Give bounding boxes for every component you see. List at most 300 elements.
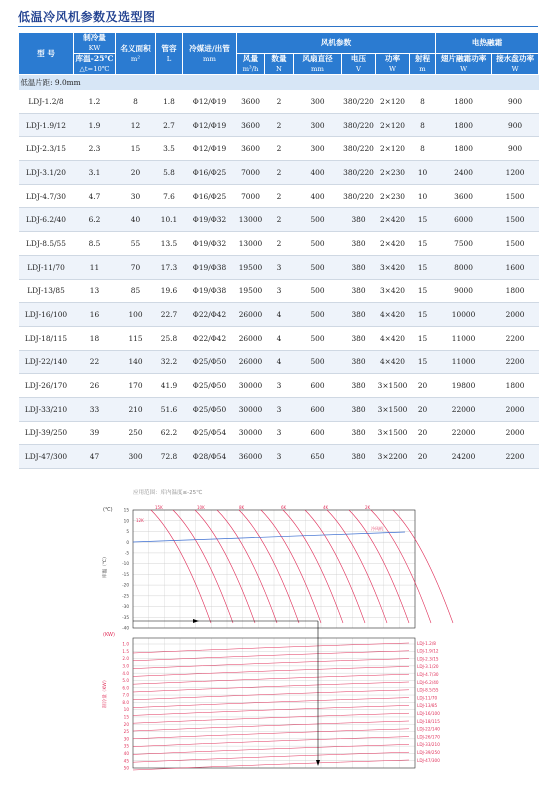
table-cell: 24200 <box>436 445 492 469</box>
table-cell: 6000 <box>436 208 492 232</box>
table-cell: 40 <box>116 208 156 232</box>
model-cell: LDJ-33/210 <box>19 397 74 421</box>
selection-chart <box>93 488 440 778</box>
capacity-curve <box>133 666 409 676</box>
bottom-tick-label: 35 <box>123 743 129 749</box>
table-cell: 2000 <box>492 421 539 445</box>
table-cell: 9000 <box>436 279 492 303</box>
table-cell: 380 <box>342 326 376 350</box>
table-cell: 15 <box>116 137 156 161</box>
table-cell: 8.5 <box>74 232 116 256</box>
bottom-tick-label: 3.0 <box>122 663 129 669</box>
header-power-label: 功率 <box>384 54 401 63</box>
table-cell: 3600 <box>237 137 265 161</box>
section-fin-pitch: 低温片距: 9.0mm <box>19 75 539 91</box>
table-cell: 10.1 <box>156 208 183 232</box>
table-cell: 7000 <box>237 184 265 208</box>
header-fan-group: 风机参数 <box>237 33 436 54</box>
top-tick-label: 10 <box>123 518 129 524</box>
table-cell: 3×1500 <box>376 374 410 398</box>
temperature-curve <box>239 510 299 623</box>
table-cell: 380 <box>342 303 376 327</box>
curve-label: 6K <box>281 505 287 510</box>
chart-title: 应用范围：库内温度≤-25℃ <box>133 490 203 496</box>
header-cooling-unit: KW <box>88 44 101 52</box>
table-cell: 3×420 <box>376 279 410 303</box>
model-cell: LDJ-26/170 <box>19 374 74 398</box>
header-voltage-label: 电压 <box>350 54 367 63</box>
header-cooling-label: 制冷量 <box>83 33 106 42</box>
header-airflow <box>237 54 265 75</box>
table-row <box>19 374 539 398</box>
table-cell: 1.8 <box>156 90 183 113</box>
table-cell: 10 <box>410 184 436 208</box>
table-cell: 3.1 <box>74 161 116 185</box>
table-cell: 380 <box>342 232 376 256</box>
model-curve-label: LDJ-33/210 <box>417 742 440 748</box>
header-tube-volume <box>156 33 183 75</box>
table-cell: 4 <box>265 303 294 327</box>
model-cell: LDJ-18/115 <box>19 326 74 350</box>
bottom-tick-label: 8.0 <box>122 699 129 705</box>
table-row <box>19 303 539 327</box>
table-cell: 3×420 <box>376 255 410 279</box>
table-cell: 7.6 <box>156 184 183 208</box>
table-cell: 3600 <box>436 184 492 208</box>
table-cell: 2400 <box>436 161 492 185</box>
table-cell: 300 <box>294 113 342 137</box>
capacity-curve <box>133 698 409 708</box>
table-cell: 2 <box>265 184 294 208</box>
model-curve-label: LDJ-4.7/30 <box>417 672 439 677</box>
model-curve-label: LDJ-13/85 <box>417 703 438 709</box>
header-fan-diameter-unit: mm <box>311 65 324 73</box>
table-cell: 380 <box>342 279 376 303</box>
table-cell: Φ12/Φ19 <box>183 113 237 137</box>
table-cell: Φ19/Φ38 <box>183 255 237 279</box>
temperature-curve <box>173 510 233 623</box>
table-cell: 380 <box>342 255 376 279</box>
model-cell: LDJ-13/85 <box>19 279 74 303</box>
table-cell: 2200 <box>492 445 539 469</box>
table-cell: 115 <box>116 326 156 350</box>
header-airflow-label: 风量 <box>242 54 259 63</box>
header-throw-label: 射程 <box>414 54 431 63</box>
table-cell: 8 <box>410 137 436 161</box>
table-cell: 39 <box>74 421 116 445</box>
top-tick-label: -10 <box>122 561 129 567</box>
table-cell: 20 <box>410 397 436 421</box>
table-cell: 140 <box>116 350 156 374</box>
bottom-tick-label: 4.0 <box>122 670 129 676</box>
table-cell: 300 <box>116 445 156 469</box>
table-cell: 250 <box>116 421 156 445</box>
table-cell: 20 <box>410 421 436 445</box>
table-cell: 30 <box>116 184 156 208</box>
table-cell: Φ16/Φ25 <box>183 184 237 208</box>
table-cell: 4×420 <box>376 303 410 327</box>
table-row <box>19 445 539 469</box>
table-cell: 170 <box>116 374 156 398</box>
table-cell: 6.2 <box>74 208 116 232</box>
bottom-tick-label: 2.0 <box>122 656 129 662</box>
table-cell: Φ19/Φ32 <box>183 232 237 256</box>
table-cell: 400 <box>294 161 342 185</box>
header-count <box>265 54 294 75</box>
header-heater-group: 电热融霜 <box>436 33 539 54</box>
table-cell: 2.7 <box>156 113 183 137</box>
bottom-tick-label: 5.0 <box>122 678 129 684</box>
table-cell: Φ28/Φ54 <box>183 445 237 469</box>
table-cell: 26000 <box>237 303 265 327</box>
table-cell: 1800 <box>436 90 492 113</box>
table-cell: 100 <box>116 303 156 327</box>
table-cell: 2000 <box>492 303 539 327</box>
table-cell: Φ16/Φ25 <box>183 161 237 185</box>
top-tick-label: 0 <box>126 539 129 545</box>
table-cell: 10000 <box>436 303 492 327</box>
table-cell: 380/220 <box>342 184 376 208</box>
model-cell: LDJ-39/250 <box>19 421 74 445</box>
table-cell: 22000 <box>436 421 492 445</box>
table-cell: 4.7 <box>74 184 116 208</box>
table-cell: 2×120 <box>376 90 410 113</box>
header-cooling-condition <box>74 54 116 75</box>
bottom-tick-label: 45 <box>123 758 129 764</box>
table-cell: 380 <box>342 374 376 398</box>
header-tube-volume-label: 管容 <box>161 43 177 53</box>
table-cell: 1800 <box>492 374 539 398</box>
table-cell: Φ22/Φ42 <box>183 303 237 327</box>
header-area-unit: m² <box>130 54 141 63</box>
table-cell: 1.9 <box>74 113 116 137</box>
table-cell: Φ25/Φ50 <box>183 350 237 374</box>
table-cell: 11000 <box>436 326 492 350</box>
table-cell: 13 <box>74 279 116 303</box>
table-cell: 1600 <box>492 255 539 279</box>
model-curve-label: LDJ-3.1/20 <box>417 664 439 670</box>
top-tick-label: 5 <box>126 529 129 535</box>
curve-annotation: 冷风机 <box>371 526 383 531</box>
table-cell: 500 <box>294 350 342 374</box>
top-tick-label: -5 <box>124 550 129 556</box>
table-cell: 380 <box>342 208 376 232</box>
spec-table <box>18 32 539 469</box>
table-cell: Φ19/Φ32 <box>183 208 237 232</box>
table-row <box>19 161 539 185</box>
table-cell: 2 <box>265 161 294 185</box>
table-cell: 4 <box>265 350 294 374</box>
capacity-curve <box>133 659 409 669</box>
table-row <box>19 90 539 113</box>
table-row <box>19 113 539 137</box>
capacity-curve <box>133 729 409 739</box>
model-curve-label: LDJ-11/70 <box>417 695 438 701</box>
model-curve-label: LDJ-1.2/8 <box>417 640 436 646</box>
table-cell: 4×420 <box>376 350 410 374</box>
header-power-unit: W <box>389 65 396 73</box>
bottom-tick-label: 6.0 <box>122 685 129 691</box>
top-tick-label: -35 <box>122 614 129 620</box>
header-count-label: 数量 <box>271 54 287 63</box>
table-cell: 3×1500 <box>376 421 410 445</box>
table-cell: 2200 <box>492 326 539 350</box>
table-cell: 15 <box>410 350 436 374</box>
table-cell: 300 <box>294 90 342 113</box>
table-cell: 3×2200 <box>376 445 410 469</box>
table-cell: 380 <box>342 350 376 374</box>
table-cell: 22.7 <box>156 303 183 327</box>
model-curve-label: LDJ-39/250 <box>417 750 440 755</box>
table-cell: Φ25/Φ50 <box>183 397 237 421</box>
table-cell: 36000 <box>237 445 265 469</box>
table-cell: 15 <box>410 208 436 232</box>
header-area <box>116 33 156 75</box>
table-cell: 380 <box>342 445 376 469</box>
table-cell: 8 <box>116 90 156 113</box>
model-curve-label: LDJ-2.3/15 <box>417 656 439 662</box>
header-tray-heat <box>492 54 539 75</box>
table-cell: 3 <box>265 279 294 303</box>
temperature-curve <box>283 510 343 623</box>
table-cell: 55 <box>116 232 156 256</box>
table-cell: 600 <box>294 421 342 445</box>
table-cell: 2 <box>265 208 294 232</box>
table-cell: 500 <box>294 255 342 279</box>
table-cell: 11 <box>74 255 116 279</box>
table-cell: 3 <box>265 421 294 445</box>
table-cell: 15 <box>410 279 436 303</box>
top-tick-label: -15 <box>122 571 129 577</box>
table-cell: 62.2 <box>156 421 183 445</box>
table-cell: 13000 <box>237 232 265 256</box>
table-cell: 400 <box>294 184 342 208</box>
table-cell: 47 <box>74 445 116 469</box>
table-cell: 12 <box>116 113 156 137</box>
table-cell: 32.2 <box>156 350 183 374</box>
table-cell: Φ19/Φ38 <box>183 279 237 303</box>
header-model: 型 号 <box>19 33 74 75</box>
bottom-tick-label: 30 <box>123 736 129 742</box>
table-cell: 30000 <box>237 397 265 421</box>
top-tick-label: -20 <box>122 582 129 588</box>
capacity-curve <box>133 705 409 715</box>
header-cooling-cond1: 库温-25℃ <box>75 54 114 63</box>
table-cell: 26000 <box>237 350 265 374</box>
table-cell: 33 <box>74 397 116 421</box>
table-cell: 19500 <box>237 255 265 279</box>
table-cell: 22000 <box>436 397 492 421</box>
table-cell: 3 <box>265 397 294 421</box>
table-cell: 2×420 <box>376 232 410 256</box>
table-cell: 210 <box>116 397 156 421</box>
capacity-curve <box>133 713 409 723</box>
header-fan-diameter-label: 风扇直径 <box>302 54 333 63</box>
bottom-tick-label: 40 <box>123 751 129 757</box>
table-cell: 3 <box>265 445 294 469</box>
model-curve-label: LDJ-8.5/55 <box>417 687 439 693</box>
header-throw-unit: m <box>419 65 426 73</box>
table-cell: 900 <box>492 113 539 137</box>
table-cell: 2000 <box>492 397 539 421</box>
top-y-axis-title: 库温（℃） <box>103 554 108 578</box>
table-cell: 85 <box>116 279 156 303</box>
table-cell: 70 <box>116 255 156 279</box>
capacity-curve <box>133 643 409 653</box>
table-cell: 15 <box>410 255 436 279</box>
model-curve-label: LDJ-22/140 <box>417 726 440 732</box>
table-cell: 4 <box>265 326 294 350</box>
curve-label: 15K <box>155 505 163 510</box>
table-cell: 2×230 <box>376 161 410 185</box>
bottom-tick-label: 15 <box>123 714 129 720</box>
table-cell: 2×120 <box>376 113 410 137</box>
model-curve-label: LDJ-1.9/12 <box>417 648 439 654</box>
table-cell: 650 <box>294 445 342 469</box>
header-fin-heat <box>436 54 492 75</box>
model-cell: LDJ-47/300 <box>19 445 74 469</box>
table-cell: 8 <box>410 113 436 137</box>
model-curve-label: LDJ-47/300 <box>417 757 440 763</box>
table-cell: 2×230 <box>376 184 410 208</box>
table-cell: 16 <box>74 303 116 327</box>
table-cell: 2 <box>265 113 294 137</box>
table-cell: 7000 <box>237 161 265 185</box>
header-pipe-label: 冷媒进/出管 <box>189 43 230 53</box>
table-row <box>19 184 539 208</box>
table-cell: 1500 <box>492 208 539 232</box>
header-tube-volume-unit: L <box>166 54 172 63</box>
table-cell: 18 <box>74 326 116 350</box>
table-cell: 1.2 <box>74 90 116 113</box>
table-cell: 500 <box>294 279 342 303</box>
table-cell: 30000 <box>237 421 265 445</box>
table-cell: 2×120 <box>376 137 410 161</box>
table-cell: 41.9 <box>156 374 183 398</box>
capacity-curve <box>133 721 409 731</box>
top-unit-label: (℃) <box>103 507 113 513</box>
temperature-curve <box>393 510 453 623</box>
header-power <box>376 54 410 75</box>
table-cell: Φ22/Φ42 <box>183 326 237 350</box>
table-cell: 7500 <box>436 232 492 256</box>
title-divider <box>18 26 538 27</box>
model-cell: LDJ-16/100 <box>19 303 74 327</box>
table-cell: 15 <box>410 303 436 327</box>
table-cell: 1800 <box>436 113 492 137</box>
model-cell: LDJ-4.7/30 <box>19 184 74 208</box>
table-cell: Φ25/Φ50 <box>183 374 237 398</box>
table-cell: 25.8 <box>156 326 183 350</box>
capacity-curve <box>133 737 409 747</box>
curve-label: 2K <box>365 505 371 510</box>
header-fan-diameter <box>294 54 342 75</box>
table-cell: 2200 <box>492 350 539 374</box>
bottom-tick-label: 1.0 <box>122 641 129 647</box>
header-voltage-unit: V <box>356 65 361 73</box>
model-cell: LDJ-22/140 <box>19 350 74 374</box>
table-cell: 26000 <box>237 326 265 350</box>
table-cell: 380/220 <box>342 161 376 185</box>
table-cell: 3600 <box>237 90 265 113</box>
table-cell: 600 <box>294 397 342 421</box>
table-cell: 19500 <box>237 279 265 303</box>
table-cell: 13.5 <box>156 232 183 256</box>
table-cell: 300 <box>294 137 342 161</box>
model-cell: LDJ-1.2/8 <box>19 90 74 113</box>
header-pipe-unit: mm <box>203 54 216 63</box>
table-row <box>19 350 539 374</box>
bottom-y-axis-title: 制冷量（KW） <box>103 677 108 708</box>
capacity-curve <box>133 690 409 700</box>
table-cell: 11000 <box>436 350 492 374</box>
table-cell: 1500 <box>492 232 539 256</box>
temperature-curve <box>261 510 321 623</box>
model-curve-label: LDJ-18/115 <box>417 718 440 724</box>
table-row <box>19 421 539 445</box>
curve-label: 12K <box>136 518 144 523</box>
table-row <box>19 208 539 232</box>
table-cell: 2×420 <box>376 208 410 232</box>
selection-arrowhead-horizontal <box>193 619 199 623</box>
table-cell: 380 <box>342 397 376 421</box>
temperature-curve <box>305 510 365 623</box>
table-cell: 19.6 <box>156 279 183 303</box>
bottom-tick-label: 50 <box>123 765 129 771</box>
model-cell: LDJ-6.2/40 <box>19 208 74 232</box>
model-cell: LDJ-11/70 <box>19 255 74 279</box>
bottom-unit-label: (KW) <box>103 632 115 638</box>
header-count-unit: N <box>276 65 282 73</box>
table-row <box>19 279 539 303</box>
table-cell: 380/220 <box>342 90 376 113</box>
table-cell: 8000 <box>436 255 492 279</box>
table-cell: 72.8 <box>156 445 183 469</box>
table-cell: 3 <box>265 374 294 398</box>
table-row <box>19 137 539 161</box>
header-airflow-unit: m³/h <box>242 65 259 73</box>
table-cell: 500 <box>294 208 342 232</box>
table-cell: 13000 <box>237 208 265 232</box>
model-cell: LDJ-1.9/12 <box>19 113 74 137</box>
table-cell: 15 <box>410 326 436 350</box>
table-cell: 20 <box>410 374 436 398</box>
table-cell: 1500 <box>492 184 539 208</box>
table-cell: 2 <box>265 90 294 113</box>
capacity-curve <box>133 760 409 770</box>
top-tick-label: 15 <box>123 507 129 513</box>
table-row <box>19 397 539 421</box>
table-row <box>19 326 539 350</box>
top-tick-label: -40 <box>122 625 129 631</box>
model-cell: LDJ-2.3/15 <box>19 137 74 161</box>
header-pipe <box>183 33 237 75</box>
table-cell: 3 <box>265 255 294 279</box>
table-cell: 500 <box>294 326 342 350</box>
table-cell: 2 <box>265 232 294 256</box>
table-cell: 900 <box>492 90 539 113</box>
table-cell: 15 <box>410 232 436 256</box>
capacity-curve <box>133 744 409 754</box>
table-cell: 30000 <box>237 374 265 398</box>
table-cell: 2 <box>265 137 294 161</box>
header-fin-heat-unit: W <box>460 65 468 73</box>
table-cell: 380 <box>342 421 376 445</box>
model-cell: LDJ-8.5/55 <box>19 232 74 256</box>
model-cell: LDJ-3.1/20 <box>19 161 74 185</box>
table-cell: 3×1500 <box>376 397 410 421</box>
table-cell: Φ25/Φ54 <box>183 421 237 445</box>
